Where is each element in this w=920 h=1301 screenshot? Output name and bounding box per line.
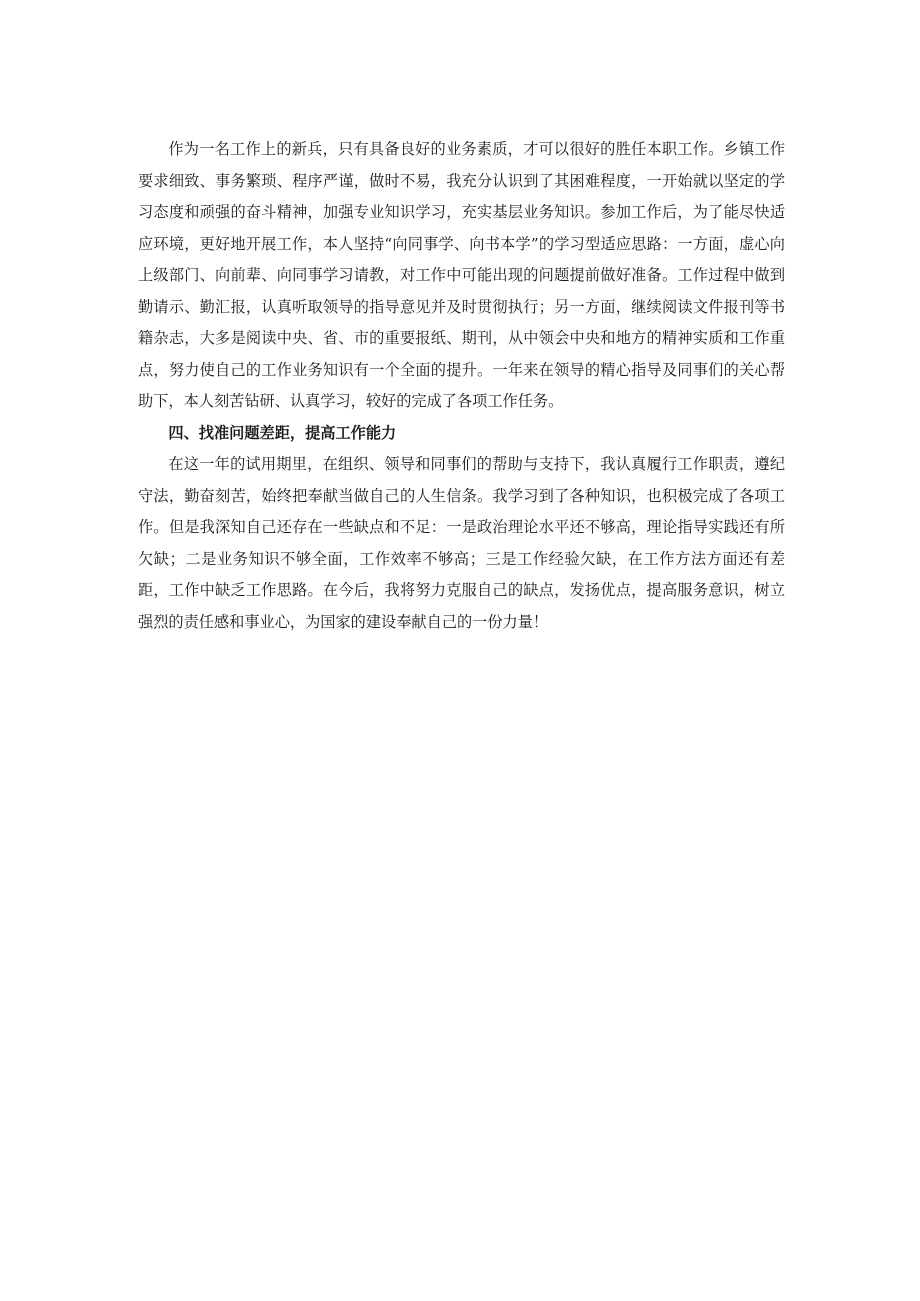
paragraph-study-adaptation: 作为一名工作上的新兵，只有具备良好的业务素质，才可以很好的胜任本职工作。乡镇工作要求细致、事务繁琐、程序严谨，做时不易，我充分认识到了其困难程度，一开始就以坚定的学习态度和顽强的奋斗精神，加强专业知识学习，充实基层业务知识。参加工作后，为了能尽快适应环境，更好地开展工作，本人坚持“向同事学、向书本学”的学习型适应思路：一方面，虚心向上级部门、向前辈、向同事学习请教，对工作中可能出现的问题提前做好准备。工作过程中做到勤请示、勤汇报，认真听取领导的指导意见并及时贯彻执行；另一方面，继续阅读文件报刊等书籍杂志，大多是阅读中央、省、市的重要报纸、期刊，从中领会中央和地方的精神实质和工作重点，努力使自己的工作业务知识有一个全面的提升。一年来在领导的精心指导及同事们的关心帮助下，本人刻苦钻研、认真学习，较好的完成了各项工作任务。 [138,140,785,410]
section-heading-find-gaps: 四、找准问题差距，提高工作能力 [168,423,397,442]
paragraph-shortcomings: 在这一年的试用期里，在组织、领导和同事们的帮助与支持下，我认真履行工作职责，遵纪守法，勤奋刻苦，始终把奉献当做自己的人生信条。我学习到了各种知识，也积极完成了各项工作。但是我深知自己还存在一些缺点和不足：一是政治理论水平还不够高，理论指导实践还有所欠缺；二是业务知识不够全面，工作效率不够高；三是工作经验欠缺，在工作方法方面还有差距，工作中缺乏工作思路。在今后，我将努力克服自己的缺点，发扬优点，提高服务意识，树立强烈的责任感和事业心，为国家的建设奉献自己的一份力量！ [138,455,785,631]
document-body [138,134,785,638]
